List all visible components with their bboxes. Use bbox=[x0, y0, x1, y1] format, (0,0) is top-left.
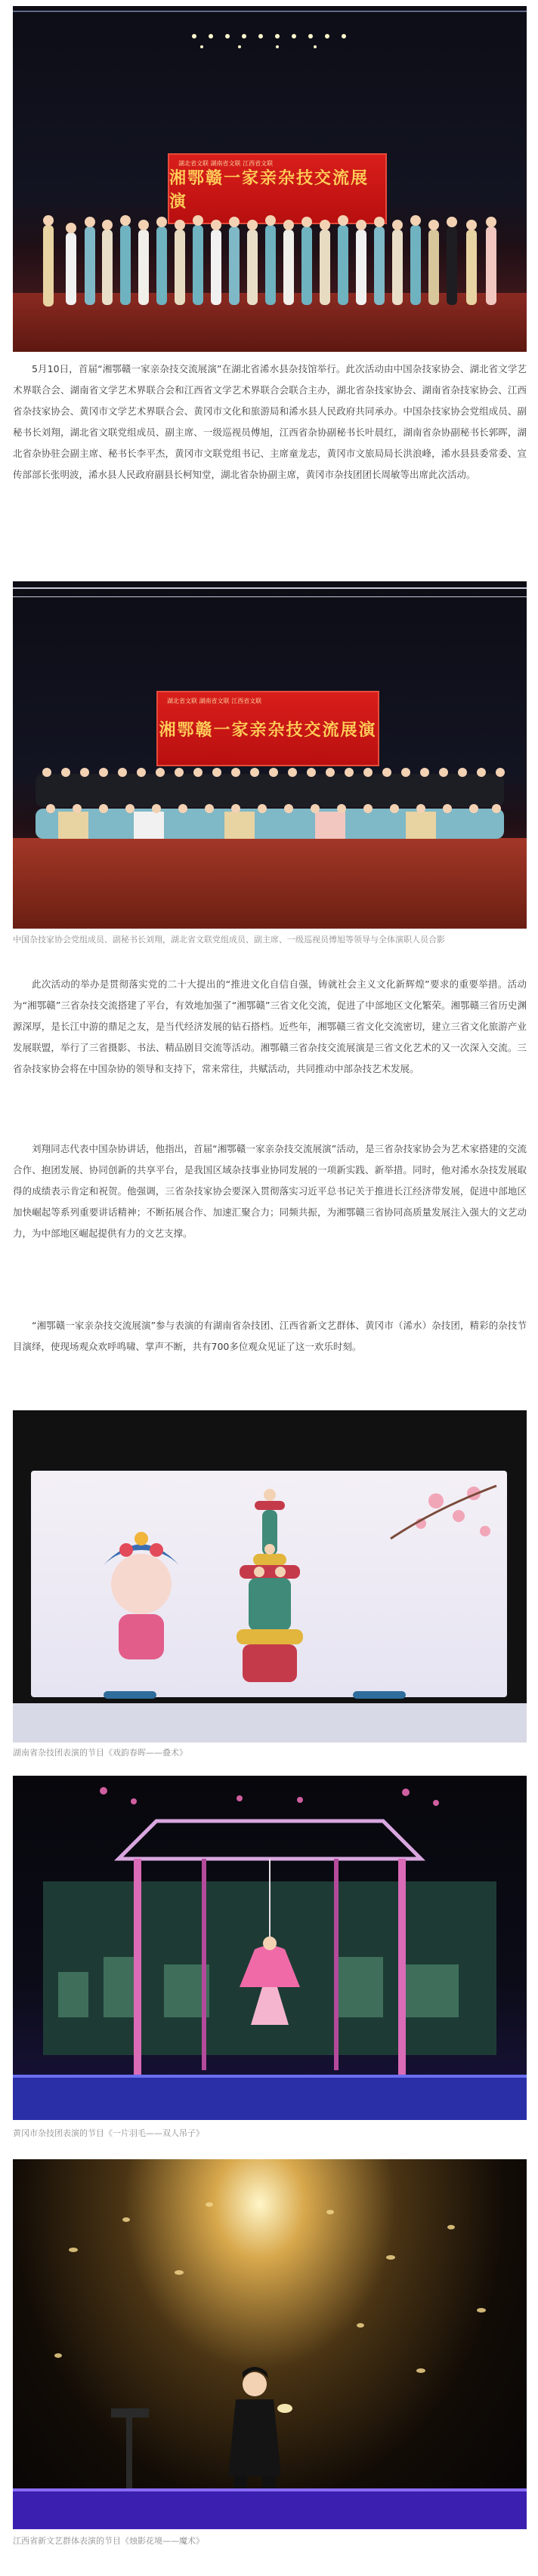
magician-icon bbox=[13, 2159, 527, 2529]
article-paragraph-2: 此次活动的举办是贯彻落实党的二十大提出的“推进文化自信自强，铸就社会主义文化新辉煌”要求的重要举措。活动为“湘鄂赣”三省杂技交流搭建了平台，有效地加强了“湘鄂赣”三省文化交流，促进了中部地区文化繁荣。湘鄂赣三省历史渊源深厚，是长江中游的鼎足之友，是当代经济发展的钻石搭档。近些年，湘鄂赣三省文化交流密切，建立三省文化旅游产业发展联盟，举行了三省摄影、书法、精品剧目交流等活动。湘鄂赣三省杂技交流展演是三省文化艺术的又一次深入交流。三省杂技家协会将在中国杂协的领导和支持下，常来常往，共赋活动，共同推动中部杂技艺术发展。 bbox=[13, 978, 527, 1074]
article-paragraph-3: 刘翔同志代表中国杂协讲话，他指出，首届“湘鄂赣一家亲杂技交流展演”活动，是三省杂技家协会为艺术家搭建的交流合作、抱团发展、协同创新的共享平台，是我国区域杂技事业协同发展的一项新实践、新举措。同时，他对浠水杂技发展取得的成绩表示肯定和祝贺。他强调，三省杂技家协会要深入贯彻落实习近平总书记关于推进长江经济带发展，促进中部地区加快崛起等系列重要讲话精神；不断拓展合作、加速汇聚合力；同频共振，为湘鄂赣三省协同高质量发展注入强大的文艺动力，为中部地区崛起提供有力的文艺支撑。 bbox=[13, 1143, 527, 1239]
huanggang-aerial-photo bbox=[13, 1776, 527, 2120]
jiangxi-magic-photo bbox=[13, 2159, 527, 2529]
caption-hunan: 湖南省杂技团表演的节目《戏韵春晖——叠术》 bbox=[13, 1748, 187, 1758]
banner-logos: 湖北省文联 湖南省文联 江西省文联 bbox=[178, 160, 274, 167]
banner-title-2: 湘鄂赣一家亲杂技交流展演 bbox=[159, 719, 377, 740]
group-photo bbox=[13, 581, 527, 929]
aerial-pavilion-icon bbox=[13, 1776, 527, 2120]
caption-huanggang: 黄冈市杂技团表演的节目《一片羽毛——双人吊子》 bbox=[13, 2128, 204, 2138]
acrobats-icon bbox=[13, 1410, 527, 1742]
caption-group-photo: 中国杂技家协会党组成员、副秘书长刘翔，湖北省文联党组成员、副主席、一级巡视员傅旭等领导与全体演职人员合影 bbox=[13, 935, 445, 944]
stage-lights-icon bbox=[13, 6, 527, 51]
group-people-icon bbox=[13, 766, 527, 857]
stage-lights-icon bbox=[13, 581, 527, 627]
banner-title: 湘鄂赣一家亲杂技交流展演 bbox=[169, 168, 369, 211]
performers-group-icon bbox=[13, 210, 527, 331]
caption-jiangxi: 江西省新文艺群体表演的节目《烛影花境——魔术》 bbox=[13, 2536, 204, 2546]
article-paragraph-1: 5月10日，首届“湘鄂赣一家亲杂技交流展演”在湖北省浠水县杂技馆举行。此次活动由中国杂技家协会、湖北省文学艺术界联合会、湖南省文学艺术界联合会和江西省文学艺术界联合会联合主办，湖北省杂技家协会、湖南省杂技家协会、江西省杂技家协会、黄冈市文学艺术界联合会、黄冈市文化和旅游局和浠水县人民政府共同承办。中国杂技家协会党组成员、副秘书长刘翔，湖北省文联党组成员、副主席、一级巡视员傅旭，江西省杂协副秘书长叶晨红，湖南省杂协副秘书长郭晖，湖北省杂协驻会副主席、秘书长李平杰，黄冈市文联党组书记、主席童龙志，黄冈市文旅局局长洪浪峰，浠水县县委常委、宣传部部长张明波，浠水县人民政府副县长柯知堂，湖北省杂协副主席，黄冈市杂技团团长周敏等出席此次活动。 bbox=[13, 363, 527, 480]
stage-photo-1 bbox=[13, 6, 527, 352]
article-paragraph-4: “湘鄂赣一家亲杂技交流展演”参与表演的有湖南省杂技团、江西省新文艺群体、黄冈市（浠水）杂技团，精彩的杂技节目演绎，使现场观众欢呼鸣啸、掌声不断，共有700多位观众见证了这一欢乐时刻。 bbox=[13, 1320, 527, 1352]
banner-logos-2: 湖北省文联 湖南省文联 江西省文联 bbox=[167, 698, 262, 704]
hunan-acrobatics-photo bbox=[13, 1410, 527, 1742]
event-banner-2 bbox=[156, 691, 379, 766]
